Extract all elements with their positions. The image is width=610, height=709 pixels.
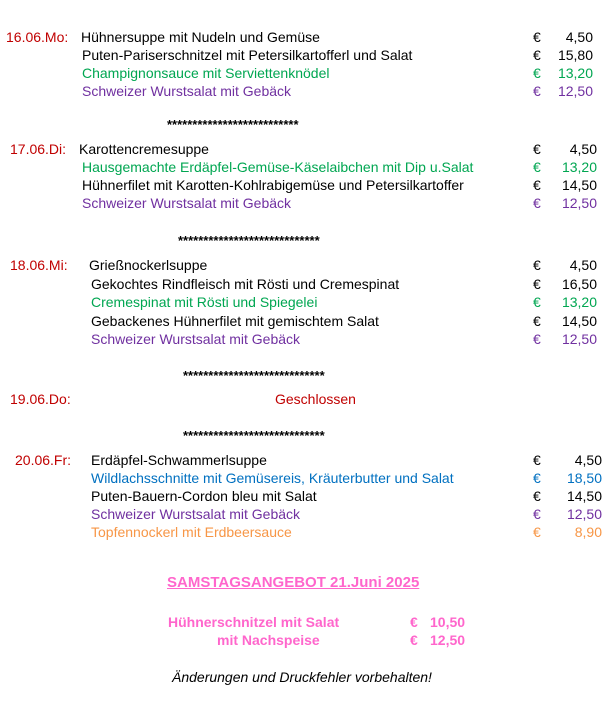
separator: ****************************: [178, 233, 320, 248]
euro-sign: €: [533, 488, 541, 504]
euro-sign: €: [533, 276, 541, 292]
euro-sign: €: [533, 195, 541, 211]
price: 14,50: [561, 313, 597, 329]
euro-sign: €: [533, 47, 541, 63]
euro-sign: €: [533, 65, 541, 81]
day-label-fr: 20.06.Fr:: [15, 452, 72, 468]
euro-sign: €: [533, 313, 541, 329]
euro-sign: €: [410, 632, 418, 648]
menu-item: Puten-Pariserschnitzel mit Petersilkartofferl und Salat: [82, 47, 413, 63]
price: 12,50: [566, 506, 602, 522]
footer-note: Änderungen und Druckfehler vorbehalten!: [172, 669, 432, 685]
price: 13,20: [557, 65, 593, 81]
price: 8,90: [574, 524, 602, 540]
menu-item: Grießnockerlsuppe: [89, 257, 208, 273]
menu-item: Schweizer Wurstsalat mit Gebäck: [91, 506, 301, 522]
euro-sign: €: [533, 506, 541, 522]
euro-sign: €: [410, 614, 418, 630]
day-label-do: 19.06.Do:: [10, 391, 71, 407]
euro-sign: €: [533, 331, 541, 347]
saturday-offer-item: mit Nachspeise: [217, 632, 320, 648]
menu-item: Hausgemachte Erdäpfel-Gemüse-Käselaibchen mit Dip u.Salat: [82, 159, 474, 175]
euro-sign: €: [533, 83, 541, 99]
menu-item: Schweizer Wurstsalat mit Gebäck: [91, 331, 301, 347]
price: 18,50: [566, 470, 602, 486]
price: 12,50: [557, 83, 593, 99]
price: 14,50: [561, 177, 597, 193]
price: 12,50: [561, 195, 597, 211]
price: 15,80: [557, 47, 593, 63]
price: 4,50: [569, 257, 597, 273]
euro-sign: €: [533, 470, 541, 486]
price: 4,50: [574, 452, 602, 468]
menu-item: Hühnersuppe mit Nudeln und Gemüse: [81, 29, 320, 45]
price: 14,50: [566, 488, 602, 504]
menu-item: Wildlachsschnitte mit Gemüsereis, Kräuterbutter und Salat: [91, 470, 454, 486]
day-label-di: 17.06.Di:: [10, 141, 67, 157]
menu-item: Topfennockerl mit Erdbeersauce: [91, 524, 292, 540]
day-label-mo: 16.06.Mo:: [6, 29, 69, 45]
euro-sign: €: [533, 452, 541, 468]
price: 16,50: [561, 276, 597, 292]
menu-item: Schweizer Wurstsalat mit Gebäck: [82, 83, 292, 99]
price: 13,20: [561, 159, 597, 175]
euro-sign: €: [533, 524, 541, 540]
saturday-offer-title: SAMSTAGSANGEBOT 21.Juni 2025: [167, 574, 420, 591]
menu-item: Puten-Bauern-Cordon bleu mit Salat: [91, 488, 317, 504]
euro-sign: €: [533, 257, 541, 273]
price: 12,50: [561, 331, 597, 347]
euro-sign: €: [533, 141, 541, 157]
separator: ****************************: [183, 428, 325, 443]
menu-item: Gebackenes Hühnerfilet mit gemischtem Salat: [91, 313, 379, 329]
euro-sign: €: [533, 29, 541, 45]
menu-item: Schweizer Wurstsalat mit Gebäck: [82, 195, 292, 211]
menu-item: Erdäpfel-Schwammerlsuppe: [91, 452, 267, 468]
price: 13,20: [561, 294, 597, 310]
price: 12,50: [430, 632, 466, 648]
euro-sign: €: [533, 159, 541, 175]
price: 4,50: [569, 141, 597, 157]
price: 4,50: [565, 29, 593, 45]
menu-item: Cremespinat mit Rösti und Spiegelei: [91, 294, 318, 310]
day-label-mi: 18.06.Mi:: [10, 257, 68, 273]
saturday-offer-item: Hühnerschnitzel mit Salat: [168, 614, 340, 630]
euro-sign: €: [533, 294, 541, 310]
separator: ****************************: [183, 368, 325, 383]
menu-item: Hühnerfilet mit Karotten-Kohlrabigemüse und Petersilkartoffer: [82, 177, 464, 193]
menu-item: Karottencremesuppe: [79, 141, 209, 157]
menu-item: Gekochtes Rindfleisch mit Rösti und Cremespinat: [91, 276, 400, 292]
menu-item: Champignonsauce mit Serviettenknödel: [82, 65, 330, 81]
euro-sign: €: [533, 177, 541, 193]
price: 10,50: [430, 614, 466, 630]
closed-notice: Geschlossen: [275, 391, 356, 407]
separator: **************************: [167, 117, 299, 132]
